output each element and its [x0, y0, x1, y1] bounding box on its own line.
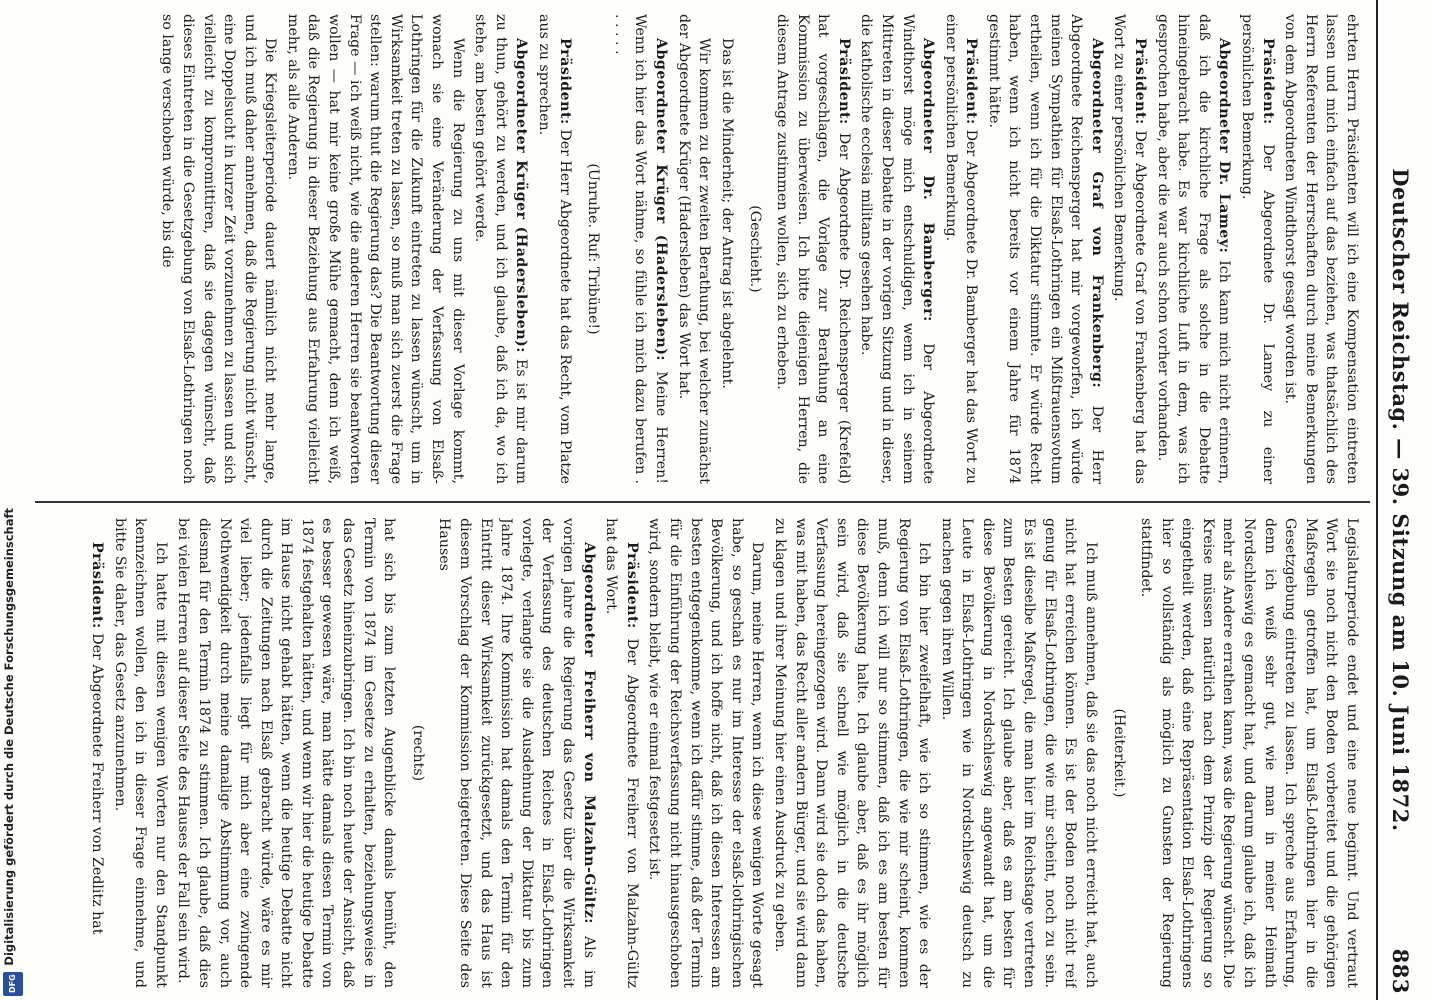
- speech-paragraph: [771, 14, 853, 484]
- speech-text: Ich kann mich nicht erinnern, daß ich die kirchliche Frage als solche in die Debatte hineingebracht habe. Es war kirchliche Luft in dem, was ich gesprochen habe, aber die war auch schon vorher vorhanden.: [1154, 14, 1233, 484]
- column-divider: [35, 501, 1370, 503]
- speech-text: Der Abgeordnete Freiherr von Malzahn-Gültz hat das Wort.: [603, 518, 640, 988]
- body-paragraph: Darum, meine Herren, wenn ich diese wenigen Worte gesagt habe, so geschah es nur im Interesse der elsaß-lothringischen Bevölkerung, und ich hoffe nicht, daß ich diesen Interessen am besten entgegenkomme, wenn ich dafür stimme, daß der Termin für die Einführung der Reichsverfassung nicht hinausgeschoben wird, sondern bleibt, wie er einmal festgesetzt ist.: [646, 518, 766, 988]
- speech-paragraph: [601, 518, 642, 988]
- body-paragraph: Das ist die Minderheit; der Antrag ist abgelehnt.: [718, 38, 735, 389]
- body-paragraph: Ich muß annehmen, daß sie das noch nicht erreicht hat, auch nicht hat erreichen können. Es ist der Boden noch nicht reif genug für Elsaß-Lothringen, die wie mir scheint, noch zu sein. Es ist dieselbe Maßregel, die man hier im Reichstage vertreten zum Besten gereicht. Ich glaube aber, daß es am besten für diese Bevölkerung in Nordschleswig angewandt hat, um die Leute in Elsaß-Lothringen wie in Nordschleswig deutsch zu machen gegen ihren Willen.: [938, 518, 1099, 988]
- page-title: Deutscher Reichstag. — 39. Sitzung am 10. Juni 1872.: [1388, 168, 1413, 832]
- speech-paragraph: [1236, 14, 1277, 484]
- speaker-name: Präsident:: [556, 38, 573, 125]
- body-paragraph: Ich hatte mit diesen wenigen Worten nur den Standpunkt kennzeichnen wollen, den ich in dieser Frage einnehme, und bitte Sie daher, das Gesetz anzunehmen.: [111, 518, 169, 988]
- speech-text: Der Herr Abgeordnete Reichensperger hat mir vorgeworfen, ich würde meinen Sympathien für Elsaß-Lothringen ein Mißtrauensvotum ertheilen, wenn ich für die Diktatur stimmte. Er würde Recht haben, wenn ich nicht bereits vor einem Jahre für 1874 gestimmt hätte.: [985, 14, 1105, 484]
- speaker-name: Abgeordneter Krüger (Hadersleben):: [513, 38, 530, 353]
- body-paragraph: Legislaturperiode endet und eine neue beginnt. Und vertraut Wort sie noch nicht den Boden vorbereitet und die gehörigen Maßregeln getroffen hat, um Elsaß-Lothringen hier in die Gesetzgebung eintreten zu lassen. Ich spreche aus Erfahrung, denn ich weiß sehr gut, wie man in meiner Heimath Nordschleswig es gemacht hat, und darum glaube ich, daß ich mehr als Andere errathen kann, was die Regierung wünscht. Die Kreise müssen natürlich nach dem Prinzip der Regierung so eingetheilt werden, daß eine Repräsentation Elsaß-Lothringens hier so vollständig als möglich zu Gunsten der Regierung stattfindet.: [1138, 518, 1360, 988]
- speech-paragraph: [856, 14, 938, 484]
- body-paragraph: hat sich bis zum letzten Augenblicke damals bemüht, den Termin von 1874 im Gesetze zu erhalten, beziehungsweise in das Gesetz hineinzubringen. Ich bin noch heute der Ansicht, daß es besser gewesen wäre, man hätte damals diesen Termin von 1874 festgehalten hätten, und wenn wir hier die heutige Debatte im Hause nicht gehabt hätten, wenn die heutige Debatte nicht durch die Zeitungen nach Elsaß gebracht würde, wäre es mir viel lieber; jedenfalls liegt für mich aber eine zwingende Nothwendigkeit durch meine damalige Abstimmung vor, auch diesmal für den Termin 1874 zu stimmen. Ich glaube, daß dies bei vielen Herren auf dieser Seite des Hauses der Fall sein wird.: [175, 518, 398, 988]
- speaker-name: Präsident:: [963, 38, 980, 125]
- speech-paragraph: [470, 14, 532, 484]
- speech-text: Als im vorigen Jahre die Regierung das Gesetz über die Wirksamkeit der Verfassung des deutschen Reiches in Elsaß-Lothringen vorlegte, verlangte sie die Ausdehnung der Diktatur bis zum Jahre 1874. Ihre Kommission hat damals den Termin für den Eintritt dieser Wirksamkeit zurückgesetzt, und das Haus ist diesem Vorschlag der Kommission beigetreten. Diese Seite des Hauses: [436, 518, 597, 988]
- speaker-name: Abgeordneter Graf von Frankenberg:: [1088, 38, 1105, 389]
- speech-paragraph: [1109, 14, 1150, 484]
- body-paragraph: Die Kriegsleiterperiode dauert nämlich nicht mehr lange, und ich muß daher annehmen, daß die Regierung nicht wünscht, eine Doppelsucht in kurzer Zeit vorzunehmen zu lassen und sich vielleicht zu kompromittiren, daß sie dagegen wünscht, daß dieses Eintreten in die Gesetzgebung von Elsaß-Lothringen noch so lange verschoben würde, bis die: [159, 14, 279, 484]
- body-paragraph: Wenn die Regierung zu uns mit dieser Vorlage kommt, wonach sie eine Veränderung der Verfassung von Elsaß-Lothringen für die Zukunft eintreten zu lassen wünscht, um in Wirksamkeit treten zu lassen, so muß man sich zuerst die Frage stellen: warum thut die Regierung das? Die Beantwortung dieser Frage — ich weiß nicht, wie die anderen Herren sie beantworten wollen — hat mir keine große Mühe gemacht, denn ich weiß, daß die Regierung in dieser Beziehung aus Erfahrung vielleicht mehr, als alle Anderen.: [284, 14, 466, 484]
- speech-text: Der Abgeordnete Dr. Bamberger hat das Wort zu einer persönlichen Bemerkung.: [942, 14, 980, 484]
- speech-text: Der Abgeordnete Freiherr von Zedlitz hat: [88, 628, 105, 935]
- speech-paragraph: [86, 518, 107, 988]
- speech-text: Es ist mir darum zu thun, gehört zu werden, und ich glaube, daß ich da, wo ich stehe, am besten gehört werde.: [472, 14, 530, 484]
- page-footer: [0, 0, 26, 1000]
- speaker-name: Präsident:: [88, 542, 105, 629]
- stage-direction: (Heiterkeit.): [1111, 708, 1128, 798]
- dfg-credit: Digitalisierung gefördert durch die Deutsche Forschungsgemeinschaft: [2, 508, 16, 966]
- speech-text: Meine Herren! Wenn ich hier das Wort nähme, so fühle ich mich dazu berufen . . . . . .: [611, 14, 669, 484]
- speech-text: Der Herr Abgeordnete hat das Recht, vom Platze aus zu sprechen.: [536, 14, 573, 484]
- speech-paragraph: [533, 14, 574, 484]
- stage-direction: (rechts): [409, 724, 426, 782]
- speaker-name: Abgeordneter Krüger (Hadersleben):: [653, 38, 669, 362]
- stage-direction: (Geschieht.): [747, 205, 764, 293]
- speaker-name: Präsident:: [1259, 38, 1276, 125]
- speech-text: Der Abgeordnete Graf von Frankenberg hat das Wort zu einer persönlichen Bemerkung.: [1111, 14, 1149, 484]
- speech-paragraph: [983, 14, 1107, 484]
- right-column: [42, 518, 1362, 988]
- speech-text: Der Abgeordnete Dr. Lamey zu einer persönlichen Bemerkung.: [1239, 14, 1276, 484]
- body-paragraph: Wir kommen zu der zweiten Berathung, bei welcher zunächst der Abgeordnete Krüger (Hadersleben) das Wort hat.: [675, 14, 713, 484]
- page-header: [1376, 0, 1420, 1000]
- speech-text: Der Abgeordnete Dr. Reichensperger (Krefeld) hat vorgeschlagen, die Vorlage zur Berathung an eine Kommission zu überweisen. Ich bitte diejenigen Herren, die diesem Antrage zustimmen wollen, sich zu erheben.: [773, 14, 852, 484]
- body-paragraph: ehrten Herrn Präsidenten will ich eine Kompensation eintreten lassen und mich einfach auf das beziehen, was thatsächlich des Herrn Referenten der Herrschaften durch meine Bemerkungen von dem Abgeordneten Windthorst gesagt worden ist.: [1282, 14, 1360, 484]
- speech-text: Der Abgeordnete Windthorst möge mich entschuldigen, wenn ich in seinem Mittreten in dieser Debatte in der vorigen Sitzung und in dieser, die katholische ecclesia militans gesehen habe.: [858, 14, 937, 484]
- page-number: 883: [1388, 948, 1413, 994]
- left-column: [42, 14, 1362, 484]
- speaker-name: Abgeordneter Dr. Lamey:: [1216, 38, 1233, 254]
- speaker-name: Abgeordneter Freiherr von Malzahn-Gültz:: [580, 542, 597, 925]
- speaker-name: Abgeordneter Dr. Bamberger:: [920, 38, 937, 322]
- speech-paragraph: [1152, 14, 1234, 484]
- speech-paragraph: [940, 14, 981, 484]
- speaker-name: Präsident:: [623, 542, 640, 629]
- dfg-logo: DFG: [3, 972, 23, 996]
- stage-direction: (Unruhe. Ruf: Tribüne!): [585, 163, 602, 335]
- body-paragraph: Ich bin hier zweifelhaft, wie ich so stimmen, wie es der Regierung von Elsaß-Lothringen, die wie mir scheint, kommen muß, denn ich will nur so stimmen, daß ich es am besten für diese Bevölkerung halte. Ich glaube aber, daß es ihr möglich sein wird, daß sie schnell wie möglich in die deutsche Verfassung hereingezogen wird. Dann wird sie doch das haben, was mit haben, das Recht aller andern Bürger, und sie wird dann zu klagen und ihrer Meinung hier einen Ausdruck zu geben.: [771, 518, 933, 988]
- speech-paragraph: [434, 518, 599, 988]
- speech-paragraph: [609, 14, 671, 484]
- speaker-name: Präsident:: [1132, 38, 1149, 125]
- speaker-name: Präsident:: [835, 38, 852, 125]
